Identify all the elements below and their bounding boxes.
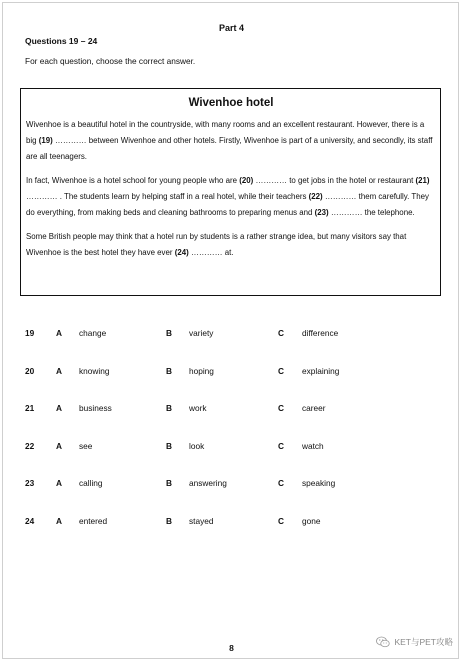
- question-row-20: [25, 362, 445, 400]
- paragraph-1: [26, 117, 436, 165]
- p2-text-e: ………… the telephone.: [330, 208, 415, 217]
- gap-19: (19): [38, 136, 53, 145]
- option-letter-a: A: [56, 440, 62, 451]
- option-a[interactable]: calling: [79, 478, 103, 489]
- option-letter-b: B: [166, 515, 172, 526]
- question-number: 22: [25, 440, 35, 451]
- reading-text-box: [20, 88, 441, 296]
- gap-22: (22): [308, 192, 323, 201]
- question-row-22: [25, 437, 445, 475]
- option-a[interactable]: business: [79, 403, 112, 414]
- option-b[interactable]: look: [189, 440, 205, 451]
- option-letter-b: B: [166, 365, 172, 376]
- option-letter-c: C: [278, 403, 284, 414]
- question-number: 21: [25, 403, 35, 414]
- question-row-23: [25, 474, 445, 512]
- question-number: 19: [25, 328, 35, 338]
- option-a[interactable]: knowing: [79, 365, 110, 376]
- question-row-24: [25, 512, 445, 550]
- option-letter-a: A: [56, 328, 62, 338]
- p3-text-b: ………… at.: [190, 248, 234, 257]
- option-c[interactable]: difference: [302, 328, 339, 338]
- option-letter-c: C: [278, 440, 284, 451]
- question-number: 23: [25, 478, 35, 489]
- option-letter-a: A: [56, 403, 62, 414]
- paragraph-2: [26, 173, 436, 221]
- question-number: 24: [25, 515, 35, 526]
- option-b[interactable]: work: [189, 403, 207, 414]
- option-c[interactable]: career: [302, 403, 326, 414]
- option-c[interactable]: watch: [302, 440, 324, 451]
- option-letter-b: B: [166, 328, 172, 338]
- p2-text-d: ………… them carefully. They do everything, from making beds and cleaning bathrooms to preparing menus and: [26, 192, 429, 217]
- option-a[interactable]: entered: [79, 515, 108, 526]
- part-title: Part 4: [218, 23, 244, 33]
- option-letter-c: C: [278, 328, 284, 338]
- option-letter-b: B: [166, 403, 172, 414]
- gap-20: (20): [239, 176, 254, 185]
- gap-23: (23): [314, 208, 329, 217]
- questions-heading: Questions 19 – 24: [25, 36, 98, 46]
- text-title: Wivenhoe hotel: [188, 97, 274, 109]
- wechat-icon: [376, 636, 390, 648]
- option-letter-c: C: [278, 365, 284, 376]
- question-number: 20: [25, 365, 35, 376]
- p1-text: Wivenhoe is a beautiful hotel in the countryside, with many rooms and an excellent restaurant. However, there is a big: [26, 120, 425, 145]
- option-letter-b: B: [166, 478, 172, 489]
- option-a[interactable]: change: [79, 328, 107, 338]
- watermark-text: KET与PET攻略: [394, 637, 453, 647]
- option-a[interactable]: see: [79, 440, 93, 451]
- option-c[interactable]: explaining: [302, 365, 340, 376]
- paragraph-3: [26, 229, 436, 261]
- question-row-21: [25, 399, 445, 437]
- watermark: [376, 636, 453, 648]
- option-letter-c: C: [278, 515, 284, 526]
- gap-21: (21): [415, 176, 430, 185]
- option-b[interactable]: variety: [189, 328, 214, 338]
- instruction-text: For each question, choose the correct answer.: [25, 56, 196, 66]
- option-letter-c: C: [278, 478, 284, 489]
- p1-text-b: ………… between Wivenhoe and other hotels. Firstly, Wivenhoe is part of a university, and secondly, its staff are all teenagers.: [26, 136, 433, 161]
- answer-options: [25, 324, 445, 550]
- question-row-19: [25, 324, 445, 362]
- option-c[interactable]: speaking: [302, 478, 336, 489]
- option-b[interactable]: hoping: [189, 365, 214, 376]
- option-letter-b: B: [166, 440, 172, 451]
- p2-text-c: ………… . The students learn by helping staff in a real hotel, while their teachers: [26, 192, 307, 201]
- option-letter-a: A: [56, 365, 62, 376]
- page-number: 8: [229, 643, 234, 653]
- p2-text-b: ………… to get jobs in the hotel or restaurant: [255, 176, 414, 185]
- p3-text-a: Some British people may think that a hotel run by students is a rather strange idea, but many visitors say that Wivenhoe is the best hotel they have ever: [26, 232, 407, 257]
- option-letter-a: A: [56, 515, 62, 526]
- gap-24: (24): [174, 248, 189, 257]
- option-c[interactable]: gone: [302, 515, 321, 526]
- option-letter-a: A: [56, 478, 62, 489]
- p2-text-a: In fact, Wivenhoe is a hotel school for young people who are: [26, 176, 237, 185]
- option-b[interactable]: stayed: [189, 515, 214, 526]
- option-b[interactable]: answering: [189, 478, 227, 489]
